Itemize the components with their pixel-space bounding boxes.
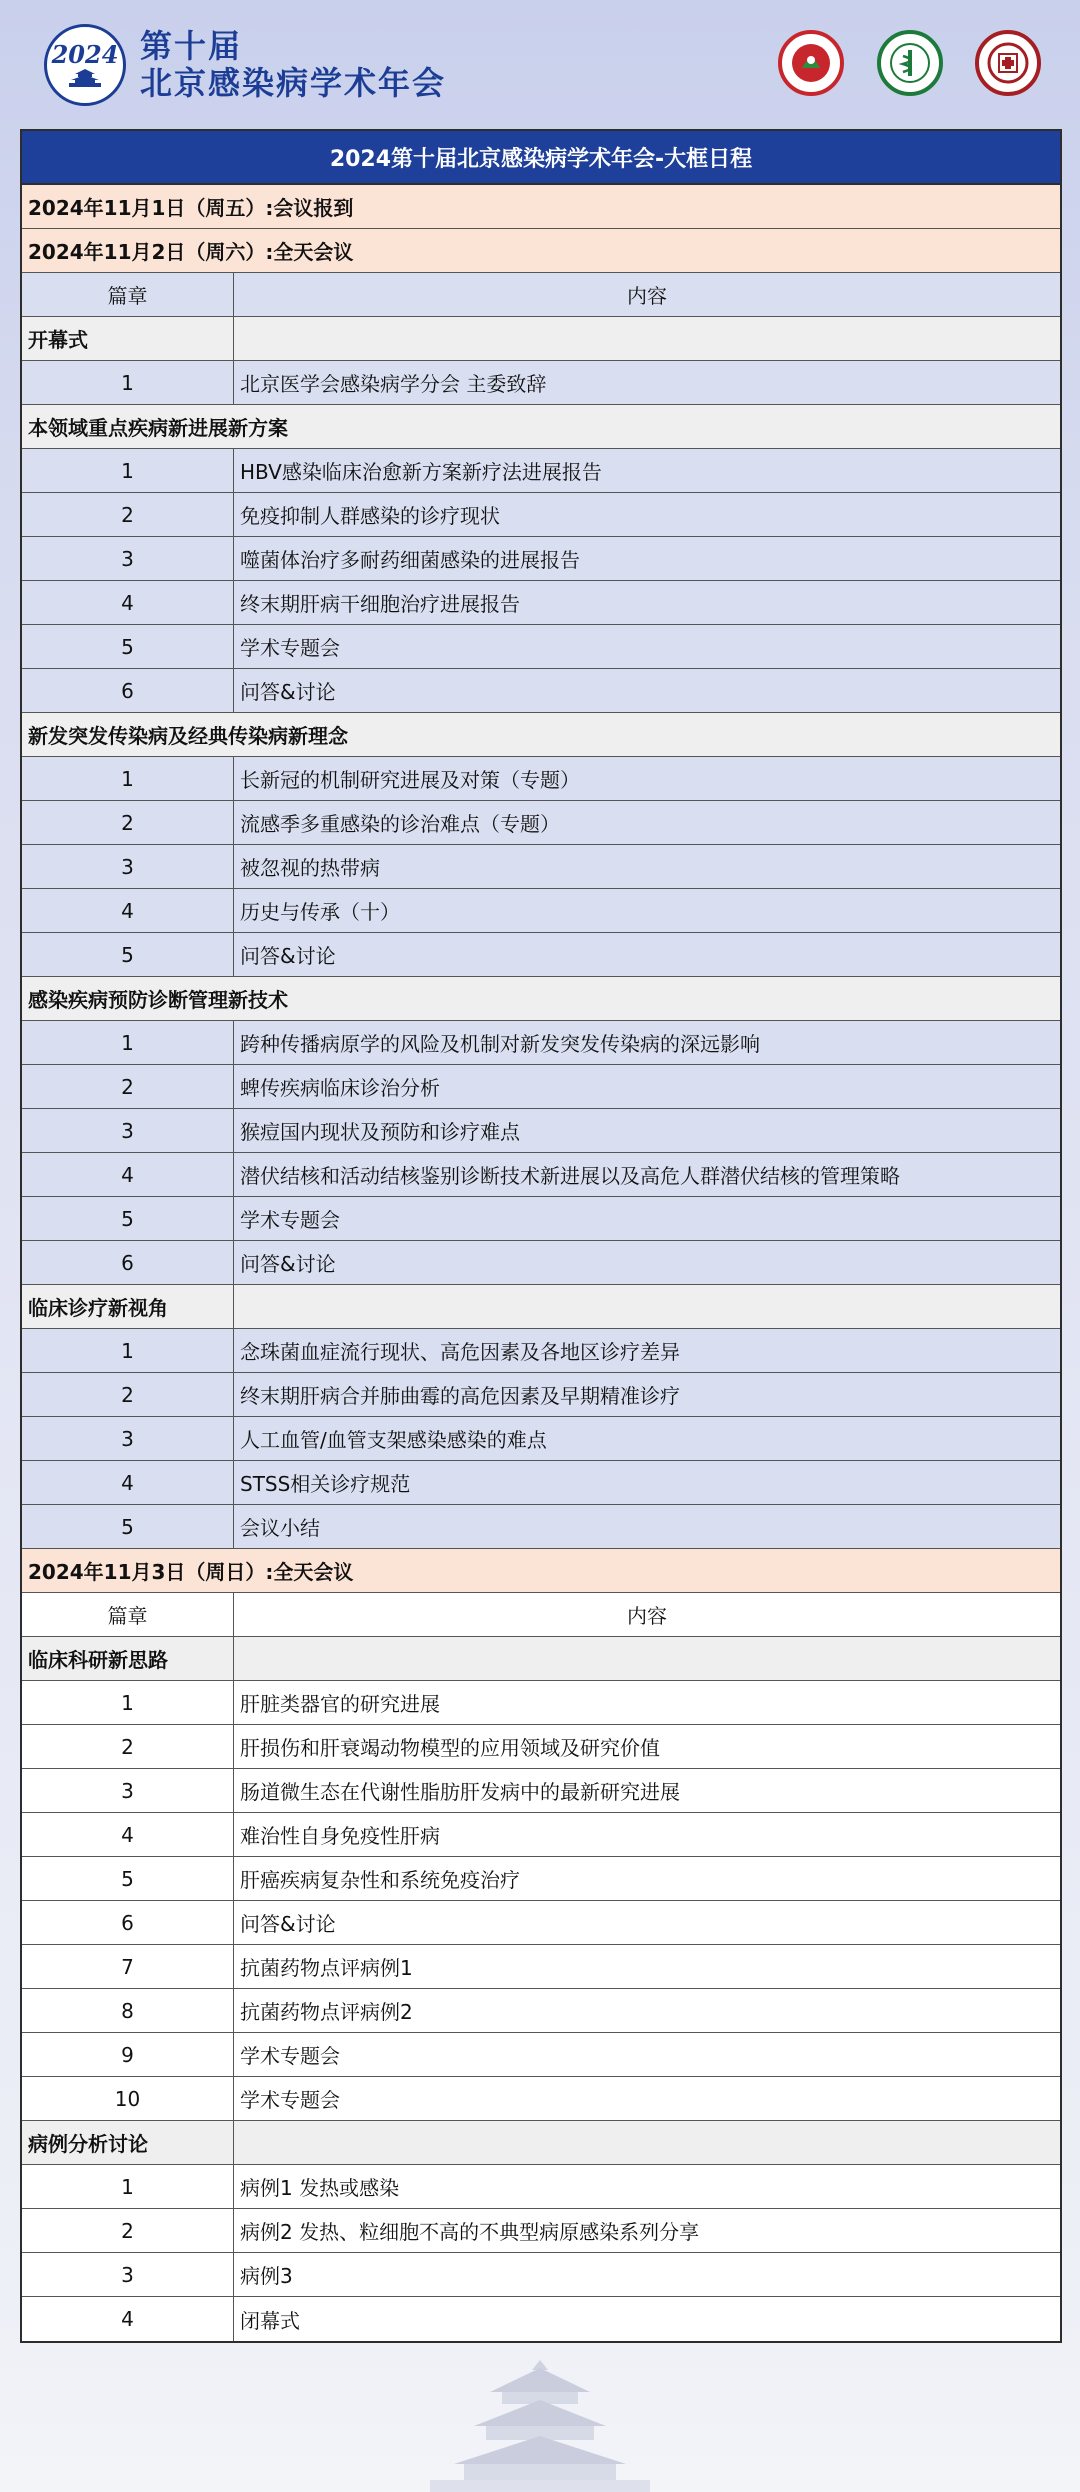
conference-logo [44, 24, 126, 106]
item-content: 肠道微生态在代谢性脂肪肝发病中的最新研究进展 [240, 1780, 680, 1804]
item-content: 问答&讨论 [240, 680, 336, 704]
item-number: 1 [22, 2165, 234, 2208]
section-row [22, 1637, 1060, 1681]
item-number: 5 [22, 1197, 234, 1240]
item-number: 4 [22, 2297, 234, 2341]
section-row [22, 1285, 1060, 1329]
page-header [0, 0, 1080, 130]
item-number: 9 [22, 2033, 234, 2076]
item-content: 学术专题会 [240, 636, 340, 660]
medical-emblem-icon [877, 30, 943, 96]
item-number: 6 [22, 669, 234, 712]
table-row [22, 1197, 1060, 1241]
conference-title [140, 28, 446, 102]
column-header-row [22, 1593, 1060, 1637]
day-row [22, 1549, 1060, 1593]
item-number: 1 [22, 1021, 234, 1064]
table-row [22, 2209, 1060, 2253]
table-row [22, 1857, 1060, 1901]
item-content: 闭幕式 [240, 2308, 300, 2333]
item-content: 免疫抑制人群感染的诊疗现状 [240, 504, 500, 528]
section-title: 感染疾病预防诊断管理新技术 [28, 988, 288, 1012]
logo-year: 2024 [51, 40, 119, 69]
item-content: 蜱传疾病临床诊治分析 [240, 1076, 440, 1100]
item-content: 难治性自身免疫性肝病 [240, 1824, 440, 1848]
table-row [22, 1769, 1060, 1813]
item-number: 3 [22, 1769, 234, 1812]
table-row [22, 493, 1060, 537]
hospital-emblem-icon [975, 30, 1041, 96]
item-number: 2 [22, 1725, 234, 1768]
item-number: 5 [22, 1505, 234, 1548]
table-row [22, 1417, 1060, 1461]
table-row [22, 625, 1060, 669]
table-row [22, 801, 1060, 845]
item-content: 被忽视的热带病 [240, 856, 380, 880]
item-content: 长新冠的机制研究进展及对策（专题） [240, 768, 580, 792]
temple-of-heaven-icon [390, 2360, 690, 2492]
schedule-table [20, 129, 1062, 2343]
item-number: 5 [22, 625, 234, 668]
item-number: 4 [22, 889, 234, 932]
section-row [22, 317, 1060, 361]
column-header-chapter: 篇章 [22, 1593, 234, 1636]
table-row [22, 449, 1060, 493]
section-row [22, 405, 1060, 449]
item-number: 6 [22, 1901, 234, 1944]
day-row [22, 185, 1060, 229]
section-title: 临床科研新思路 [22, 1637, 234, 1680]
table-row [22, 1153, 1060, 1197]
table-row [22, 2165, 1060, 2209]
table-row [22, 2077, 1060, 2121]
item-content: 流感季多重感染的诊治难点（专题） [240, 812, 560, 836]
table-row [22, 361, 1060, 405]
section-title: 临床诊疗新视角 [22, 1285, 234, 1328]
section-title: 新发突发传染病及经典传染病新理念 [28, 724, 348, 748]
day-label: 2024年11月2日（周六）:全天会议 [28, 240, 354, 264]
item-number: 3 [22, 537, 234, 580]
item-content: 北京医学会感染病学分会 主委致辞 [240, 372, 547, 396]
schedule-title: 2024第十届北京感染病学术年会-大框日程 [22, 131, 1060, 185]
item-number: 3 [22, 1417, 234, 1460]
table-row [22, 1989, 1060, 2033]
day-label: 2024年11月1日（周五）:会议报到 [28, 196, 354, 220]
item-content: 问答&讨论 [240, 944, 336, 968]
item-number: 8 [22, 1989, 234, 2032]
item-content: 人工血管/血管支架感染感染的难点 [240, 1428, 547, 1452]
item-number: 5 [22, 1857, 234, 1900]
item-content: 终末期肝病合并肺曲霉的高危因素及早期精准诊疗 [240, 1384, 680, 1408]
item-content: 病例1 发热或感染 [240, 2176, 400, 2200]
table-row [22, 1813, 1060, 1857]
day-row [22, 229, 1060, 273]
table-row [22, 845, 1060, 889]
title-line-2: 北京感染病学术年会 [140, 64, 447, 102]
item-number: 2 [22, 1065, 234, 1108]
item-number: 2 [22, 801, 234, 844]
item-number: 1 [22, 757, 234, 800]
item-content: 问答&讨论 [240, 1912, 336, 1936]
item-number: 7 [22, 1945, 234, 1988]
item-number: 2 [22, 493, 234, 536]
item-number: 2 [22, 2209, 234, 2252]
item-number: 1 [22, 361, 234, 404]
table-row [22, 1461, 1060, 1505]
item-content: 抗菌药物点评病例1 [240, 1956, 413, 1980]
section-row [22, 713, 1060, 757]
table-row [22, 2033, 1060, 2077]
table-row [22, 933, 1060, 977]
section-row [22, 977, 1060, 1021]
temple-icon [65, 69, 105, 87]
item-content: 肝癌疾病复杂性和系统免疫治疗 [240, 1868, 520, 1892]
item-content: 学术专题会 [240, 2044, 340, 2068]
item-number: 1 [22, 1681, 234, 1724]
item-number: 10 [22, 2077, 234, 2120]
item-number: 3 [22, 845, 234, 888]
table-row [22, 669, 1060, 713]
item-content: HBV感染临床治愈新方案新疗法进展报告 [240, 460, 602, 484]
column-header-content: 内容 [627, 284, 667, 308]
item-number: 4 [22, 1461, 234, 1504]
item-content: 病例2 发热、粒细胞不高的不典型病原感染系列分享 [240, 2220, 700, 2244]
item-number: 1 [22, 1329, 234, 1372]
column-header-chapter: 篇章 [22, 273, 234, 316]
table-row [22, 1021, 1060, 1065]
table-row [22, 1329, 1060, 1373]
table-row [22, 1505, 1060, 1549]
item-content: 潜伏结核和活动结核鉴别诊断技术新进展以及高危人群潜伏结核的管理策略 [240, 1164, 900, 1188]
item-content: STSS相关诊疗规范 [240, 1472, 411, 1496]
item-content: 抗菌药物点评病例2 [240, 2000, 413, 2024]
table-row [22, 2297, 1060, 2341]
table-row [22, 1109, 1060, 1153]
table-row [22, 1065, 1060, 1109]
society-emblem-icon [778, 30, 844, 96]
table-row [22, 537, 1060, 581]
item-content: 噬菌体治疗多耐药细菌感染的进展报告 [240, 548, 580, 572]
column-header-row [22, 273, 1060, 317]
item-content: 学术专题会 [240, 2088, 340, 2112]
table-row [22, 889, 1060, 933]
section-title: 开幕式 [22, 317, 234, 360]
item-number: 6 [22, 1241, 234, 1284]
item-number: 3 [22, 1109, 234, 1152]
table-row [22, 581, 1060, 625]
section-row [22, 2121, 1060, 2165]
item-number: 2 [22, 1373, 234, 1416]
table-row [22, 1241, 1060, 1285]
table-row [22, 2253, 1060, 2297]
item-content: 历史与传承（十） [240, 900, 400, 924]
table-row [22, 757, 1060, 801]
table-row [22, 1373, 1060, 1417]
table-row [22, 1725, 1060, 1769]
section-title: 病例分析讨论 [22, 2121, 234, 2164]
item-content: 肝脏类器官的研究进展 [240, 1692, 440, 1716]
item-content: 学术专题会 [240, 1208, 340, 1232]
table-row [22, 1901, 1060, 1945]
item-number: 4 [22, 1153, 234, 1196]
column-header-content: 内容 [627, 1604, 667, 1628]
item-number: 1 [22, 449, 234, 492]
item-content: 病例3 [240, 2264, 293, 2288]
item-content: 跨种传播病原学的风险及机制对新发突发传染病的深远影响 [240, 1032, 760, 1056]
item-content: 猴痘国内现状及预防和诊疗难点 [240, 1120, 520, 1144]
item-content: 肝损伤和肝衰竭动物模型的应用领域及研究价值 [240, 1736, 660, 1760]
item-content: 会议小结 [240, 1516, 320, 1540]
item-number: 3 [22, 2253, 234, 2296]
item-number: 4 [22, 581, 234, 624]
title-line-1: 第十届 [140, 27, 243, 65]
item-number: 5 [22, 933, 234, 976]
table-row [22, 1681, 1060, 1725]
item-content: 问答&讨论 [240, 1252, 336, 1276]
item-number: 4 [22, 1813, 234, 1856]
section-title: 本领域重点疾病新进展新方案 [28, 416, 288, 440]
item-content: 念珠菌血症流行现状、高危因素及各地区诊疗差异 [240, 1340, 680, 1364]
day-label: 2024年11月3日（周日）:全天会议 [28, 1560, 354, 1584]
table-row [22, 1945, 1060, 1989]
item-content: 终末期肝病干细胞治疗进展报告 [240, 592, 520, 616]
